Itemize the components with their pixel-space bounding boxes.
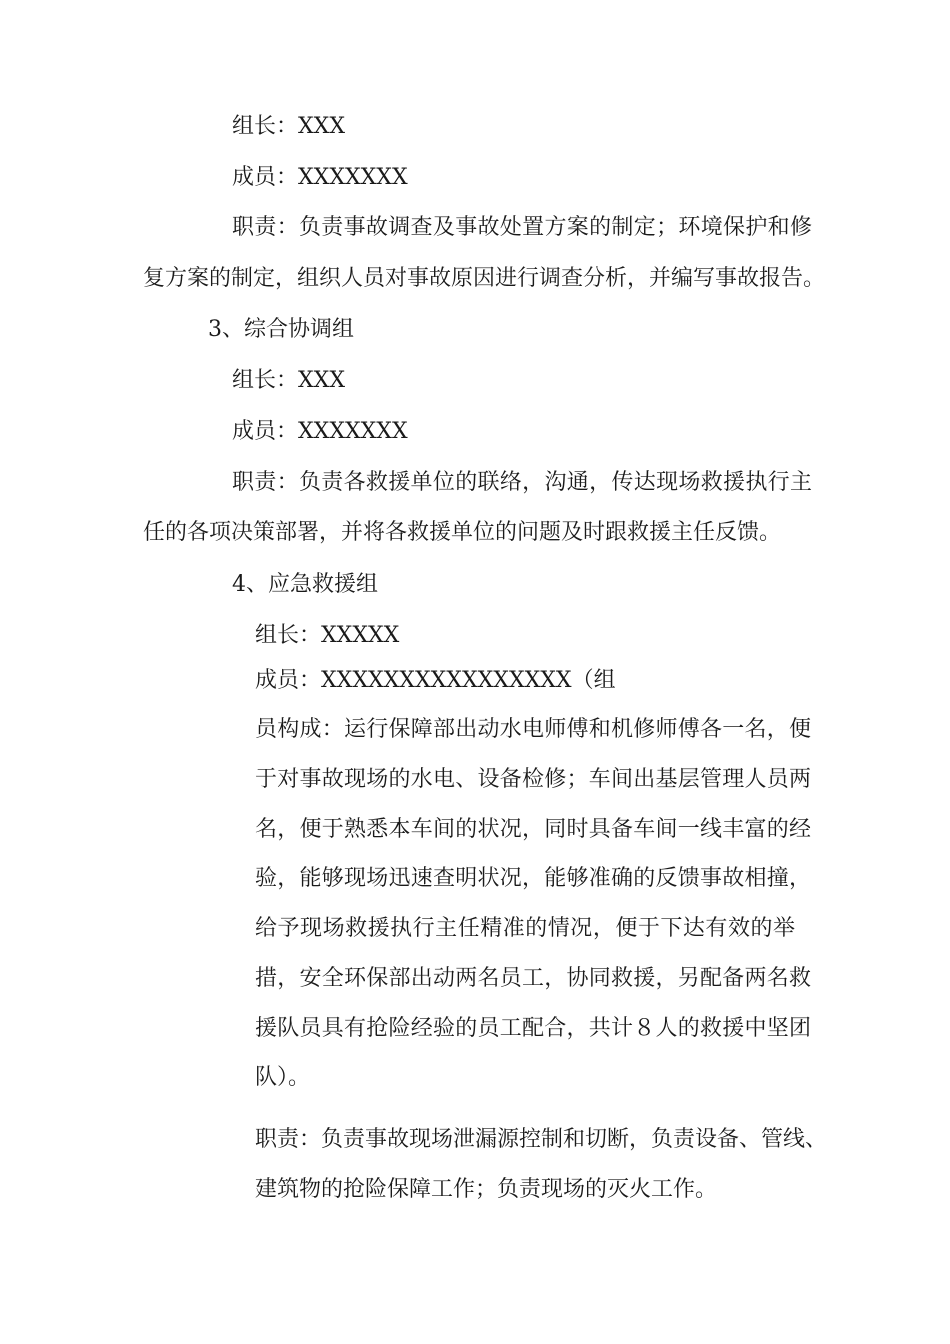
duty-paragraph-line: 建筑物的抢险保障工作；负责现场的灭火工作。 — [255, 1177, 718, 1202]
duty-paragraph-line: 职责：负责事故调查及事故处置方案的制定；环境保护和修 — [232, 215, 812, 240]
group-leader-line: 组长：XXXXX — [255, 623, 400, 648]
group-leader-line: 组长：XXX — [232, 114, 345, 139]
composition-line: 于对事故现场的水电、设备检修；车间出基层管理人员两 — [255, 767, 811, 792]
group-leader-line: 组长：XXX — [232, 368, 345, 393]
composition-line: 队）。 — [255, 1065, 311, 1090]
duty-paragraph-line: 任的各项决策部署，并将各救援单位的问题及时跟救援主任反馈。 — [143, 520, 782, 545]
composition-line: 给予现场救援执行主任精准的情况，便于下达有效的举 — [255, 916, 795, 941]
composition-line: 名，便于熟悉本车间的状况，同时具备车间一线丰富的经 — [255, 817, 811, 842]
composition-line: 验，能够现场迅速查明状况，能够准确的反馈事故相撞， — [255, 866, 811, 891]
group-members-line: 成员：XXXXXXXXXXXXXXXX（组 — [255, 668, 616, 693]
group-members-line: 成员：XXXXXXX — [232, 419, 408, 444]
duty-paragraph-line: 复方案的制定，组织人员对事故原因进行调查分析，并编写事故报告。 — [143, 266, 826, 291]
section-heading: 3、综合协调组 — [208, 317, 354, 342]
group-members-line: 成员：XXXXXXX — [232, 165, 408, 190]
section-heading: 4、应急救援组 — [232, 572, 378, 597]
composition-line: 措，安全环保部出动两名员工，协同救援，另配备两名救 — [255, 966, 811, 991]
duty-paragraph-line: 职责：负责各救援单位的联络，沟通，传达现场救援执行主 — [232, 470, 812, 495]
composition-line: 援队员具有抢险经验的员工配合，共计８人的救援中坚团 — [255, 1016, 811, 1041]
composition-line: 员构成：运行保障部出动水电师傅和机修师傅各一名，便 — [255, 717, 811, 742]
duty-paragraph-line: 职责：负责事故现场泄漏源控制和切断，负责设备、管线、 — [255, 1127, 828, 1152]
